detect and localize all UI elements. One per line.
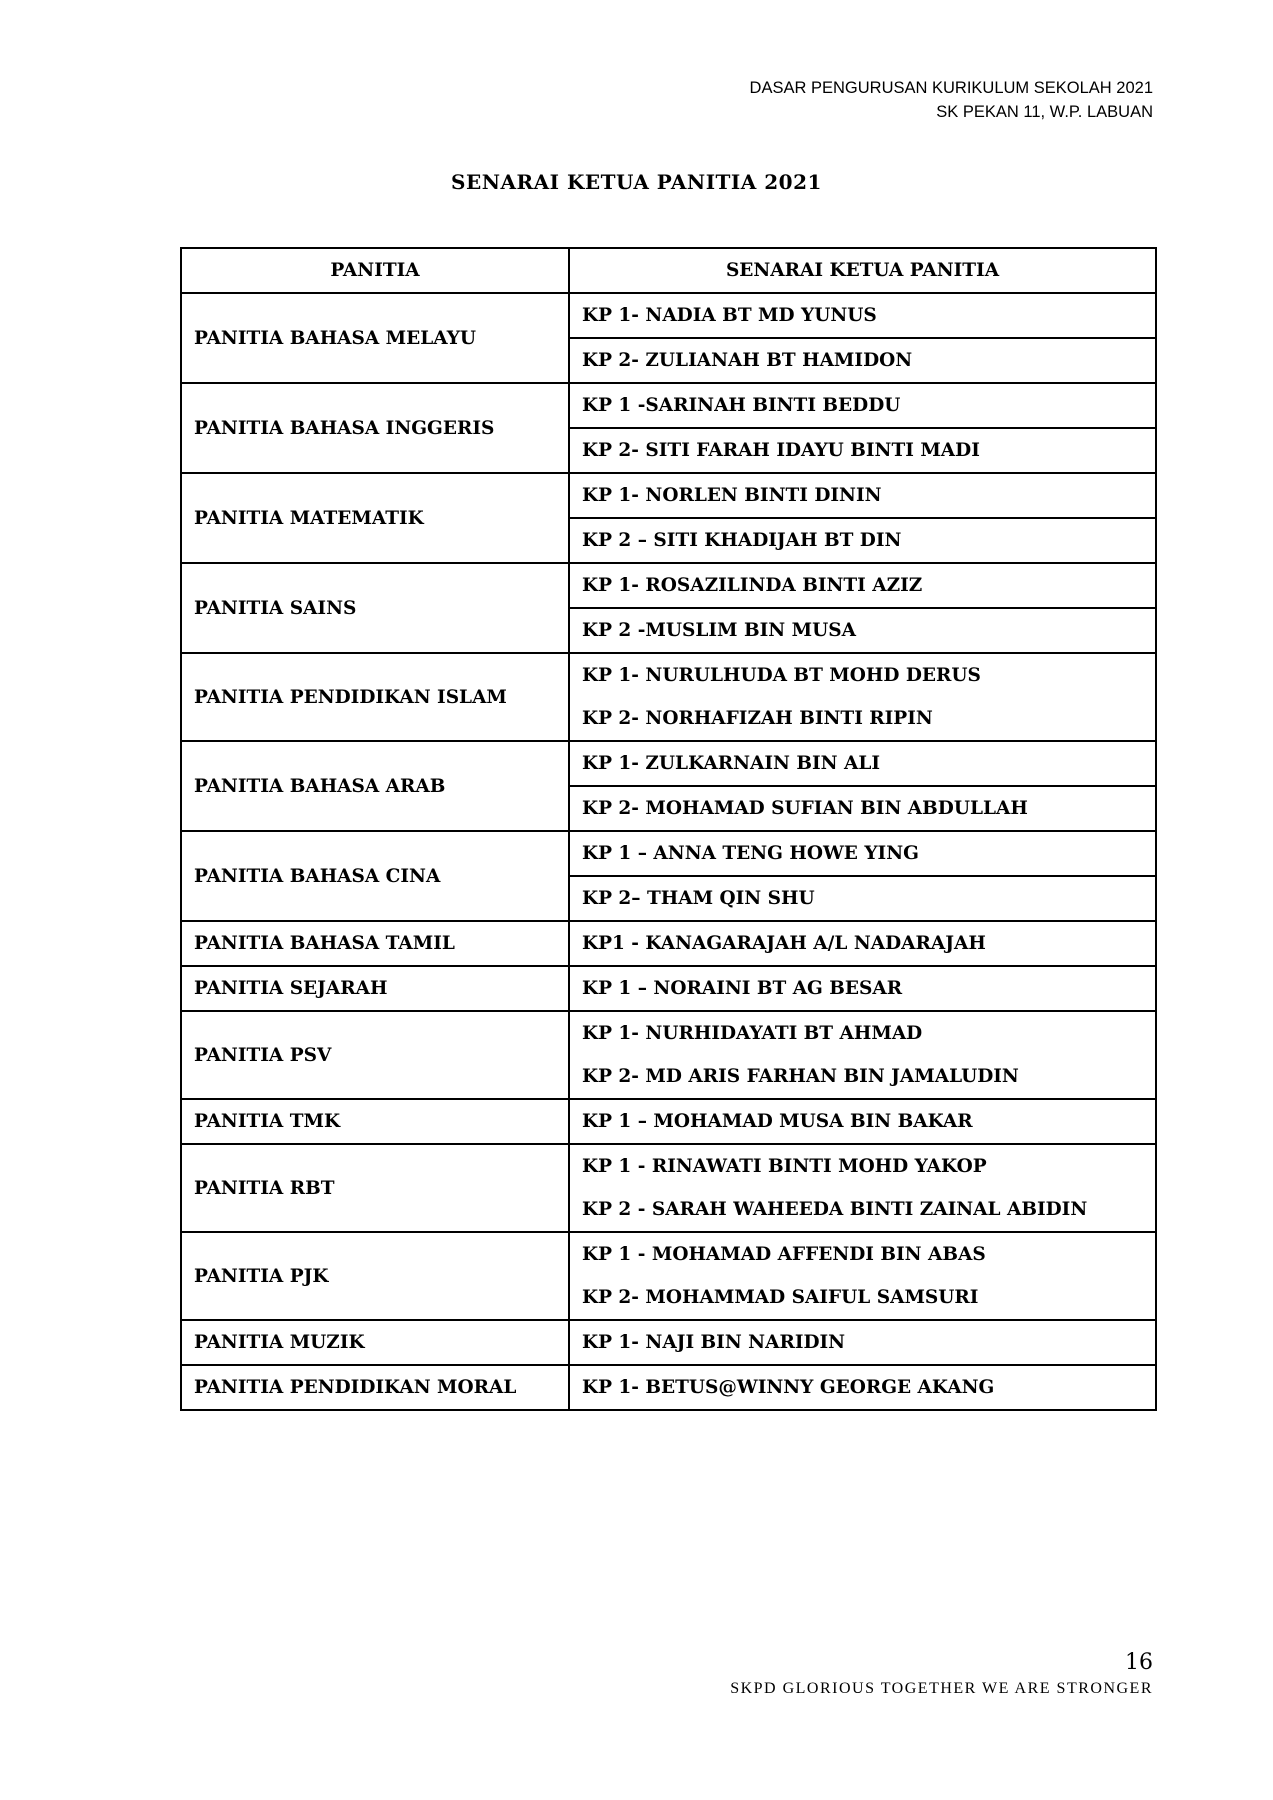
ketua-panitia-cell: KP 1 - MOHAMAD AFFENDI BIN ABAS (569, 1232, 1156, 1276)
ketua-panitia-cell: KP 2- SITI FARAH IDAYU BINTI MADI (569, 428, 1156, 473)
ketua-panitia-cell: KP 2- ZULIANAH BT HAMIDON (569, 338, 1156, 383)
ketua-panitia-cell: KP 1 -SARINAH BINTI BEDDU (569, 383, 1156, 428)
ketua-panitia-cell: KP 2– THAM QIN SHU (569, 876, 1156, 921)
column-header-panitia: PANITIA (181, 248, 569, 293)
footer-motto: SKPD GLORIOUS TOGETHER WE ARE STRONGER (730, 1680, 1153, 1697)
ketua-panitia-cell: KP 1- NURHIDAYATI BT AHMAD (569, 1011, 1156, 1055)
panitia-cell: PANITIA BAHASA CINA (181, 831, 569, 921)
ketua-panitia-cell: KP 1- NAJI BIN NARIDIN (569, 1320, 1156, 1365)
ketua-panitia-cell: KP 1- NADIA BT MD YUNUS (569, 293, 1156, 338)
table-row (181, 1365, 1156, 1410)
table-row (181, 1099, 1156, 1144)
ketua-panitia-cell: KP 2- MOHAMAD SUFIAN BIN ABDULLAH (569, 786, 1156, 831)
table-row (181, 1011, 1156, 1055)
ketua-panitia-table (180, 247, 1157, 1411)
column-header-ketua: SENARAI KETUA PANITIA (569, 248, 1156, 293)
panitia-cell: PANITIA MUZIK (181, 1320, 569, 1365)
header-line-1: DASAR PENGURUSAN KURIKULUM SEKOLAH 2021 (749, 79, 1153, 97)
page-header (750, 76, 1153, 124)
panitia-cell: PANITIA SAINS (181, 563, 569, 653)
table-row (181, 921, 1156, 966)
ketua-panitia-cell: KP 1- BETUS@WINNY GEORGE AKANG (569, 1365, 1156, 1410)
ketua-panitia-cell: KP 2- MD ARIS FARHAN BIN JAMALUDIN (569, 1055, 1156, 1099)
table-row (181, 741, 1156, 786)
table-row (181, 293, 1156, 338)
panitia-cell: PANITIA RBT (181, 1144, 569, 1232)
ketua-panitia-cell: KP 1- ZULKARNAIN BIN ALI (569, 741, 1156, 786)
table-row (181, 653, 1156, 697)
ketua-panitia-cell: KP1 - KANAGARAJAH A/L NADARAJAH (569, 921, 1156, 966)
panitia-cell: PANITIA MATEMATIK (181, 473, 569, 563)
ketua-panitia-cell: KP 1 - RINAWATI BINTI MOHD YAKOP (569, 1144, 1156, 1188)
table-header-row (181, 248, 1156, 293)
panitia-cell: PANITIA PENDIDIKAN MORAL (181, 1365, 569, 1410)
ketua-panitia-cell: KP 1 – MOHAMAD MUSA BIN BAKAR (569, 1099, 1156, 1144)
table-row (181, 383, 1156, 428)
table-row (181, 966, 1156, 1011)
panitia-cell: PANITIA PSV (181, 1011, 569, 1099)
table-row (181, 563, 1156, 608)
page-number: 16 (1125, 1650, 1153, 1675)
panitia-cell: PANITIA BAHASA INGGERIS (181, 383, 569, 473)
ketua-panitia-cell: KP 2 – SITI KHADIJAH BT DIN (569, 518, 1156, 563)
table-row (181, 1232, 1156, 1276)
ketua-panitia-cell: KP 1 – ANNA TENG HOWE YING (569, 831, 1156, 876)
table-body (181, 293, 1156, 1410)
panitia-cell: PANITIA BAHASA TAMIL (181, 921, 569, 966)
ketua-panitia-cell: KP 2- NORHAFIZAH BINTI RIPIN (569, 697, 1156, 741)
panitia-cell: PANITIA PENDIDIKAN ISLAM (181, 653, 569, 741)
page-title: SENARAI KETUA PANITIA 2021 (451, 170, 822, 194)
header-line-2: SK PEKAN 11, W.P. LABUAN (936, 103, 1153, 121)
panitia-cell: PANITIA SEJARAH (181, 966, 569, 1011)
table-row (181, 1320, 1156, 1365)
panitia-cell: PANITIA PJK (181, 1232, 569, 1320)
ketua-panitia-cell: KP 2 -MUSLIM BIN MUSA (569, 608, 1156, 653)
table-row (181, 831, 1156, 876)
ketua-panitia-cell: KP 2 - SARAH WAHEEDA BINTI ZAINAL ABIDIN (569, 1188, 1156, 1232)
panitia-cell: PANITIA BAHASA MELAYU (181, 293, 569, 383)
ketua-panitia-cell: KP 2- MOHAMMAD SAIFUL SAMSURI (569, 1276, 1156, 1320)
table-row (181, 473, 1156, 518)
ketua-panitia-cell: KP 1 – NORAINI BT AG BESAR (569, 966, 1156, 1011)
ketua-panitia-cell: KP 1- ROSAZILINDA BINTI AZIZ (569, 563, 1156, 608)
table-row (181, 1144, 1156, 1188)
ketua-panitia-cell: KP 1- NURULHUDA BT MOHD DERUS (569, 653, 1156, 697)
panitia-cell: PANITIA BAHASA ARAB (181, 741, 569, 831)
ketua-panitia-cell: KP 1- NORLEN BINTI DININ (569, 473, 1156, 518)
panitia-cell: PANITIA TMK (181, 1099, 569, 1144)
